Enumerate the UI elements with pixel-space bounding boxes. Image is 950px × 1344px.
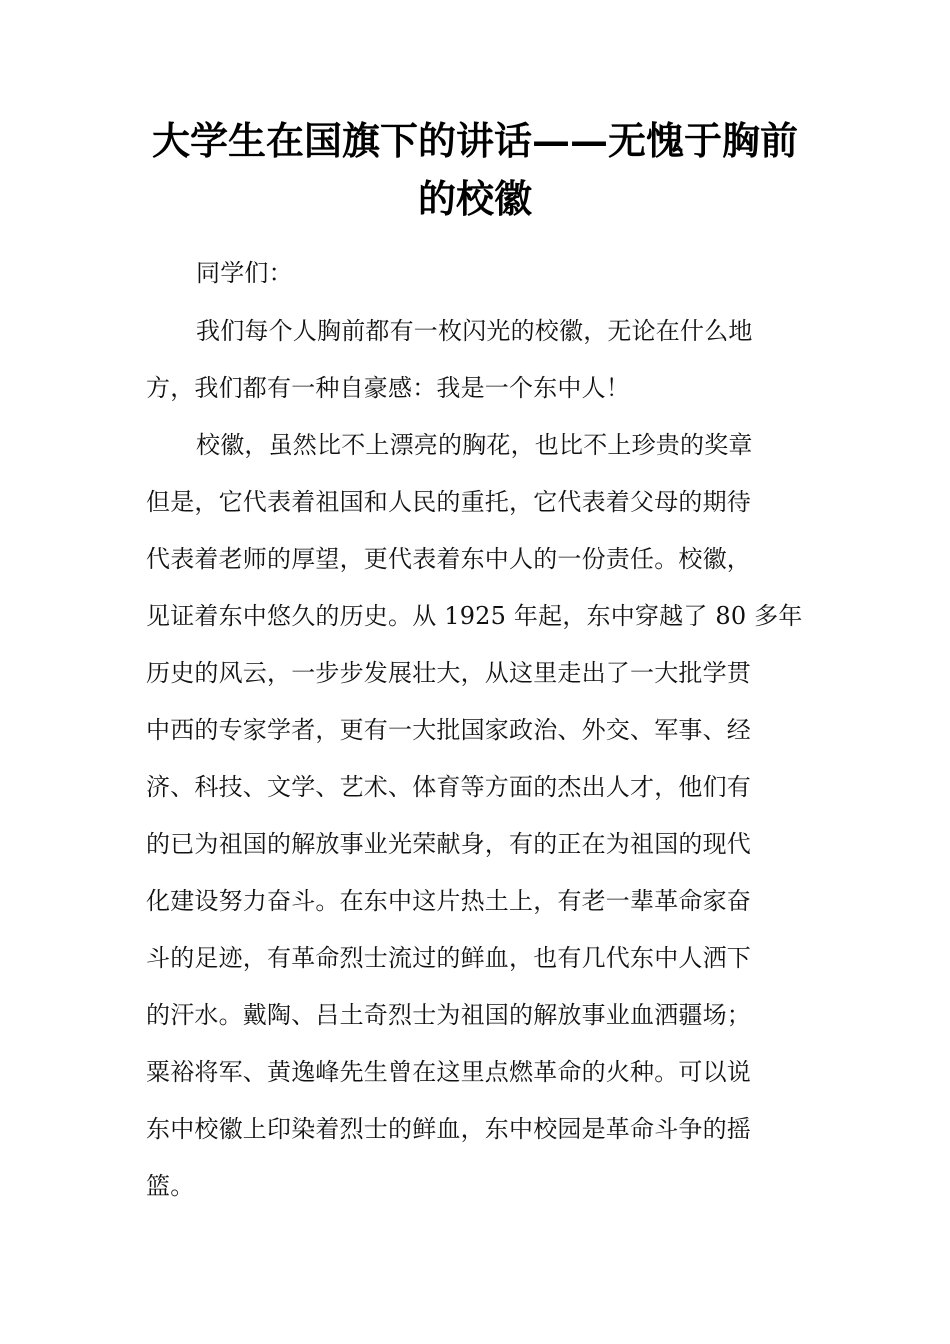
paragraph-2-line: 历史的风云，一步步发展壮大，从这里走出了一大批学贯 [146,659,751,687]
title-line-1: 大学生在国旗下的讲话——无愧于胸前 [151,118,798,163]
paragraph-2-line: 粟裕将军、黄逸峰先生曾在这里点燃革命的火种。可以说 [146,1058,751,1086]
paragraph-1-line: 我们每个人胸前都有一枚闪光的校徽，无论在什么地 [196,317,753,345]
paragraph-2-line: 中西的专家学者，更有一大批国家政治、外交、军事、经 [146,716,751,744]
salutation: 同学们： [196,259,293,287]
paragraph-1-line: 方，我们都有一种自豪感：我是一个东中人！ [146,374,630,402]
paragraph-2-line: 东中校徽上印染着烈士的鲜血，东中校园是革命斗争的摇 [146,1115,751,1143]
paragraph-2-line: 斗的足迹，有革命烈士流过的鲜血，也有几代东中人洒下 [146,944,751,972]
paragraph-2-line: 济、科技、文学、艺术、体育等方面的杰出人才，他们有 [146,773,751,801]
paragraph-2-line: 校徽，虽然比不上漂亮的胸花，也比不上珍贵的奖章 [196,431,753,459]
paragraph-2-line: 篮。 [146,1172,195,1200]
document-title [120,112,830,228]
paragraph-2-line: 见证着东中悠久的历史。从 1925 年起，东中穿越了 80 多年 [146,602,803,630]
paragraph-2-line: 化建设努力奋斗。在东中这片热土上，有老一辈革命家奋 [146,887,751,915]
paragraph-2-line: 代表着老师的厚望，更代表着东中人的一份责任。校徽， [146,545,751,573]
title-line-2: 的校徽 [417,176,532,221]
paragraph-2-line: 但是，它代表着祖国和人民的重托，它代表着父母的期待 [146,488,751,516]
paragraph-2-line: 的汗水。戴陶、吕土奇烈士为祖国的解放事业血洒疆场； [146,1001,751,1029]
paragraph-2-line: 的已为祖国的解放事业光荣献身，有的正在为祖国的现代 [146,830,751,858]
